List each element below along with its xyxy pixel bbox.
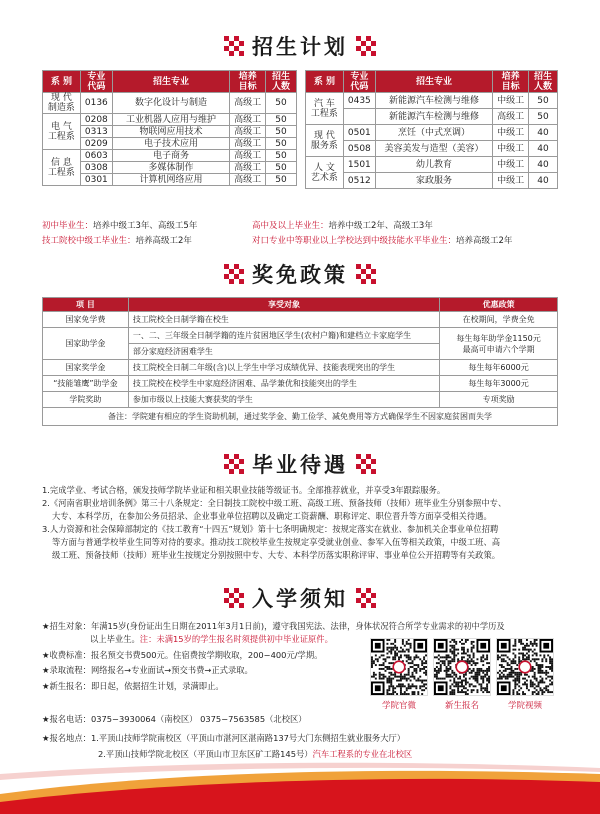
policy-item: 学院奖助 bbox=[43, 392, 129, 408]
table-cell: 高级工 bbox=[230, 126, 266, 138]
table-header: 享受对象 bbox=[128, 298, 439, 312]
table-cell: 高级工 bbox=[230, 162, 266, 174]
checker-decor-icon bbox=[224, 454, 244, 474]
table-cell: 0136 bbox=[80, 93, 112, 114]
table-cell: 0603 bbox=[80, 150, 112, 162]
table-row bbox=[43, 93, 297, 114]
table-cell: 多媒体制作 bbox=[112, 162, 229, 174]
admission-phone: ★报名电话：0375−3930064（南校区） 0375−7563585（北校区） bbox=[42, 714, 307, 724]
department-cell: 现 代 服务系 bbox=[306, 125, 344, 157]
table-row bbox=[306, 93, 558, 109]
table-cell: 0512 bbox=[343, 173, 375, 189]
table-cell: 中级工 bbox=[493, 173, 529, 189]
policy-item: 国家免学费 bbox=[43, 312, 129, 328]
department-cell: 汽 车 工程系 bbox=[306, 93, 344, 125]
section-title-employment bbox=[0, 450, 600, 478]
table-cell: 40 bbox=[529, 125, 558, 141]
table-cell: 烹饪（中式烹调） bbox=[375, 125, 492, 141]
plan-note: 对口专业中等职业以上学校达到中级技能水平毕业生：培养高级工2年 bbox=[252, 236, 513, 246]
table-cell: 40 bbox=[529, 157, 558, 173]
plan-note: 高中及以上毕业生：培养中级工2年、高级工3年 bbox=[252, 221, 433, 231]
table-cell: 高级工 bbox=[493, 109, 529, 125]
table-row bbox=[43, 174, 297, 186]
table-cell: 中级工 bbox=[493, 157, 529, 173]
policy-item: 国家奖学金 bbox=[43, 360, 129, 376]
checker-decor-icon bbox=[224, 36, 244, 56]
employment-text bbox=[42, 484, 562, 562]
table-row bbox=[43, 360, 558, 376]
section-heading: 毕业待遇 bbox=[252, 453, 348, 477]
policy-table bbox=[42, 297, 558, 426]
table-header: 系 别 bbox=[306, 71, 344, 93]
table-cell bbox=[343, 109, 375, 125]
checker-decor-icon bbox=[224, 264, 244, 284]
table-row bbox=[43, 312, 558, 328]
employment-line: 等方面与普通学校毕业生同等对待的要求。推动技工院校毕业生按规定享受就业创业、参军入伍等相关政策，中级工班、高 bbox=[52, 537, 501, 547]
table-cell: 电子商务 bbox=[112, 150, 229, 162]
table-cell: 0208 bbox=[80, 114, 112, 126]
plan-table-right bbox=[305, 70, 558, 189]
plan-note: 初中毕业生：培养中级工3年、高级工5年 bbox=[42, 221, 198, 231]
table-row bbox=[43, 114, 297, 126]
table-cell: 数字化设计与制造 bbox=[112, 93, 229, 114]
section-heading: 入学须知 bbox=[252, 587, 348, 611]
table-cell: 0435 bbox=[343, 93, 375, 109]
table-cell: 中级工 bbox=[493, 93, 529, 109]
table-cell: 工业机器人应用与维护 bbox=[112, 114, 229, 126]
table-cell: 50 bbox=[266, 126, 297, 138]
table-cell: 50 bbox=[266, 114, 297, 126]
table-cell: 高级工 bbox=[230, 150, 266, 162]
table-cell: 高级工 bbox=[230, 93, 266, 114]
section-title-plan bbox=[0, 32, 600, 60]
department-cell: 人 文 艺术系 bbox=[306, 157, 344, 189]
bottom-wave-decor bbox=[0, 744, 600, 814]
table-row bbox=[43, 162, 297, 174]
table-header: 专业 代码 bbox=[343, 71, 375, 93]
table-row bbox=[306, 157, 558, 173]
admission-fee: ★收费标准：报名预交书费500元。住宿费按学期收取，200−400元/学期。 bbox=[42, 650, 323, 660]
employment-line: 3.人力资源和社会保障部制定的《技工教育“十四五”规划》第十七条明确规定：按规定落实在就业、参加机关企事业单位招聘 bbox=[42, 524, 499, 534]
table-cell: 0301 bbox=[80, 174, 112, 186]
employment-line: 1.完成学业、考试合格，颁发技师学院毕业证和相关职业技能等级证书。全部推荐就业，并享受3年跟踪服务。 bbox=[42, 485, 446, 495]
qr-label: 新生报名 bbox=[444, 701, 479, 711]
table-cell: 50 bbox=[529, 93, 558, 109]
section-heading: 招生计划 bbox=[252, 35, 348, 59]
policy-target: 一、二、三年级全日制学籍的连片贫困地区学生(农村户籍)和建档立卡家庭学生 bbox=[128, 328, 439, 344]
table-row bbox=[306, 125, 558, 141]
table-cell: 物联网应用技术 bbox=[112, 126, 229, 138]
table-cell: 新能源汽车检测与维修 bbox=[375, 93, 492, 109]
table-cell: 家政服务 bbox=[375, 173, 492, 189]
table-row bbox=[43, 392, 558, 408]
department-cell: 电 气 工程系 bbox=[43, 114, 81, 150]
table-cell: 1501 bbox=[343, 157, 375, 173]
table-cell: 0209 bbox=[80, 138, 112, 150]
employment-line: 级工班、预备技师（技师）班毕业生按规定分别按照中专、大专、本科学历落实职称评审、事业单位公开招聘等有关政策。 bbox=[52, 550, 501, 560]
table-cell: 电子技术应用 bbox=[112, 138, 229, 150]
table-row bbox=[43, 138, 297, 150]
table-row bbox=[43, 126, 297, 138]
table-header: 专业 代码 bbox=[80, 71, 112, 93]
table-row bbox=[43, 328, 558, 344]
table-cell: 0501 bbox=[343, 125, 375, 141]
table-row bbox=[306, 173, 558, 189]
policy-benefit: 每生每年6000元 bbox=[440, 360, 558, 376]
table-cell: 50 bbox=[266, 93, 297, 114]
table-row bbox=[306, 141, 558, 157]
section-heading: 奖免政策 bbox=[252, 263, 348, 287]
table-header: 招生 人数 bbox=[529, 71, 558, 93]
table-row bbox=[43, 376, 558, 392]
plan-table-left bbox=[42, 70, 297, 186]
plan-note: 技工院校中级工毕业生：培养高级工2年 bbox=[42, 236, 192, 246]
checker-decor-icon bbox=[356, 454, 376, 474]
qr-code-icon bbox=[433, 638, 491, 696]
admission-address-1: ★报名地点：1.平顶山技师学院南校区（平顶山市湛河区湛南路137号大门东侧招生就业服务大厅） bbox=[42, 733, 406, 743]
policy-benefit: 专项奖励 bbox=[440, 392, 558, 408]
employment-line: 大专、本科学历，在参加公务员招录、企业事业单位招聘以及确定工资薪酬、职称评定、职位晋升等方面享受相关待遇。 bbox=[52, 511, 492, 521]
table-cell: 新能源汽车检测与维修 bbox=[375, 109, 492, 125]
table-cell: 计算机网络应用 bbox=[112, 174, 229, 186]
checker-decor-icon bbox=[224, 588, 244, 608]
table-header: 系 别 bbox=[43, 71, 81, 93]
admission-address-2: 2.平顶山技师学院北校区（平顶山市卫东区矿工路145号）汽车工程系的专业在北校区 bbox=[98, 749, 413, 759]
policy-footnote: 备注：学院建有相应的学生资助机制，通过奖学金、勤工俭学、减免费用等方式确保学生不因家庭贫困而失学 bbox=[43, 408, 558, 426]
checker-decor-icon bbox=[356, 264, 376, 284]
admission-target-cont: 以上毕业生。注：未满15岁的学生报名时须提供初中毕业证原件。 bbox=[90, 634, 333, 644]
table-row bbox=[43, 150, 297, 162]
employment-line: 2.《河南省职业培训条例》第三十八条规定：全日制技工院校中级工班、高级工班、预备技师（技师）班毕业生分别参照中专、 bbox=[42, 498, 507, 508]
table-header: 招生专业 bbox=[375, 71, 492, 93]
policy-target: 部分家庭经济困难学生 bbox=[128, 344, 439, 360]
table-cell: 0508 bbox=[343, 141, 375, 157]
table-cell: 50 bbox=[266, 150, 297, 162]
admission-flow: ★录取流程：网络报名→专业面试→预交书费→正式录取。 bbox=[42, 665, 253, 675]
table-cell: 高级工 bbox=[230, 174, 266, 186]
table-cell: 40 bbox=[529, 141, 558, 157]
table-cell: 中级工 bbox=[493, 125, 529, 141]
table-cell: 50 bbox=[266, 162, 297, 174]
section-title-admission bbox=[0, 584, 600, 612]
table-cell: 40 bbox=[529, 173, 558, 189]
table-cell: 0308 bbox=[80, 162, 112, 174]
qr-code-icon bbox=[370, 638, 428, 696]
qr-code-icon bbox=[496, 638, 554, 696]
qr-label: 学院官微 bbox=[381, 701, 416, 711]
checker-decor-icon bbox=[356, 36, 376, 56]
table-header: 优惠政策 bbox=[440, 298, 558, 312]
department-cell: 信 息 工程系 bbox=[43, 150, 81, 186]
table-cell: 幼儿教育 bbox=[375, 157, 492, 173]
section-title-policy bbox=[0, 260, 600, 288]
policy-benefit: 在校期间，学费全免 bbox=[440, 312, 558, 328]
table-cell: 美容美发与造型（美容） bbox=[375, 141, 492, 157]
table-cell: 高级工 bbox=[230, 114, 266, 126]
table-header: 招生专业 bbox=[112, 71, 229, 93]
qr-label: 学院视频 bbox=[507, 701, 542, 711]
policy-target: 技工院校全日制二年级(含)以上学生中学习成绩优异、技能表现突出的学生 bbox=[128, 360, 439, 376]
table-cell: 高级工 bbox=[230, 138, 266, 150]
department-cell: 现 代 制造系 bbox=[43, 93, 81, 114]
table-header: 培养 目标 bbox=[230, 71, 266, 93]
admission-time: ★新生报名：即日起，依据招生计划，录满即止。 bbox=[42, 681, 224, 691]
table-header: 项 目 bbox=[43, 298, 129, 312]
table-header: 招生 人数 bbox=[266, 71, 297, 93]
table-row bbox=[306, 109, 558, 125]
table-cell: 0313 bbox=[80, 126, 112, 138]
table-cell: 50 bbox=[529, 109, 558, 125]
policy-benefit: 每生每年3000元 bbox=[440, 376, 558, 392]
checker-decor-icon bbox=[356, 588, 376, 608]
table-cell: 50 bbox=[266, 138, 297, 150]
admission-target: ★招生对象：年满15岁(身份证出生日期在2011年3月1日前)，遵守我国宪法、法律，身体状况符合所学专业需求的初中学历及 bbox=[42, 621, 505, 631]
policy-target: 技工院校在校学生中家庭经济困难、品学兼优和技能突出的学生 bbox=[128, 376, 439, 392]
table-header: 培养 目标 bbox=[493, 71, 529, 93]
policy-target: 参加市级以上技能大赛获奖的学生 bbox=[128, 392, 439, 408]
policy-item: 国家助学金 bbox=[43, 328, 129, 360]
policy-benefit: 每生每年助学金1150元 最高可申请六个学期 bbox=[440, 328, 558, 360]
policy-item: “技能雏鹰”助学金 bbox=[43, 376, 129, 392]
policy-target: 技工院校全日制学籍在校生 bbox=[128, 312, 439, 328]
table-cell: 中级工 bbox=[493, 141, 529, 157]
table-cell: 50 bbox=[266, 174, 297, 186]
